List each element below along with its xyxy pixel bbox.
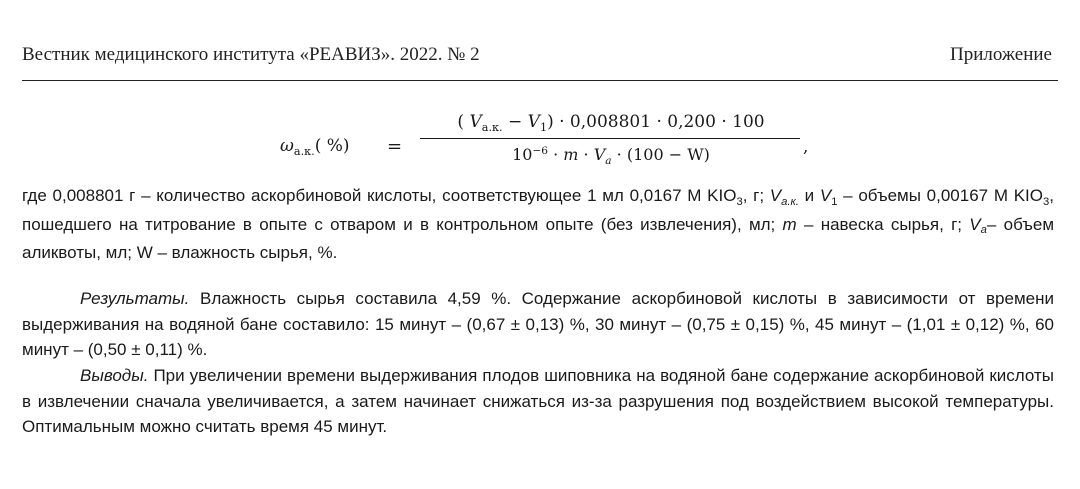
journal-title: Вестник медицинского института «РЕАВИЗ». 2022. № 2 bbox=[22, 44, 480, 65]
conclusions-paragraph bbox=[22, 363, 1054, 440]
omega-symbol: ω bbox=[280, 136, 294, 156]
formula-numerator: ( $V_{а.к.} - V_1) \cdot 0,008801 \cdot 0,200 \cdot 100$ bbox=[457, 112, 765, 134]
formula-denominator: $10^{-6} \cdot m \cdot V_a \cdot (100 - W)$ bbox=[512, 145, 710, 167]
running-header bbox=[22, 40, 1058, 81]
conclusions-body: При увеличении времени выдерживания плодов шиповника на водяной бане содержание аскорбиновой кислоты в извлечении сначала увеличивается, а затем начинает снижаться из-за разрушения под воздействием высокой температуры. Оптимальным можно считать время 45 минут. bbox=[22, 366, 1054, 436]
variables-explanation: где 0,008801 г – количество аскорбиновой кислоты, соответствующее 1 мл 0,0167 M $KIO_3$, г; $V_{а.к.}$ и $V_1$ – объемы 0,00167 М $KIO_3$, пошедшего на титрование в опыте с отваром и в контрольном опыте (без извлечения), мл; m – навеска сырья, г; $V_a-$ объем аликвоты, мл; W – влажность сырья, %. bbox=[22, 186, 1055, 262]
document-page bbox=[22, 0, 1058, 489]
results-body: Влажность сырья составила 4,59 %. Содержание аскорбиновой кислоты в зависимости от времени выдерживания на водяной бане составило: 15 минут – (0,67 ± 0,13) %, 30 минут – (0,75 ± 0,15) %, 45 минут – (1,01 ± 0,12) %, 60 минут – (0,50 ± 0,11) %. bbox=[22, 289, 1054, 359]
fraction-line bbox=[420, 138, 800, 139]
results-paragraph bbox=[22, 286, 1054, 363]
omega-subscript: а.к. bbox=[293, 144, 315, 158]
formula-lhs bbox=[280, 136, 350, 156]
results-label: Результаты. bbox=[80, 289, 190, 308]
formula-equals: = bbox=[387, 136, 403, 157]
section-label: Приложение bbox=[950, 44, 1052, 65]
conclusions-label: Выводы. bbox=[80, 366, 149, 385]
formula-comma: , bbox=[803, 137, 809, 157]
formula-block bbox=[22, 102, 1058, 172]
formula-unit: ( %) bbox=[314, 136, 350, 156]
